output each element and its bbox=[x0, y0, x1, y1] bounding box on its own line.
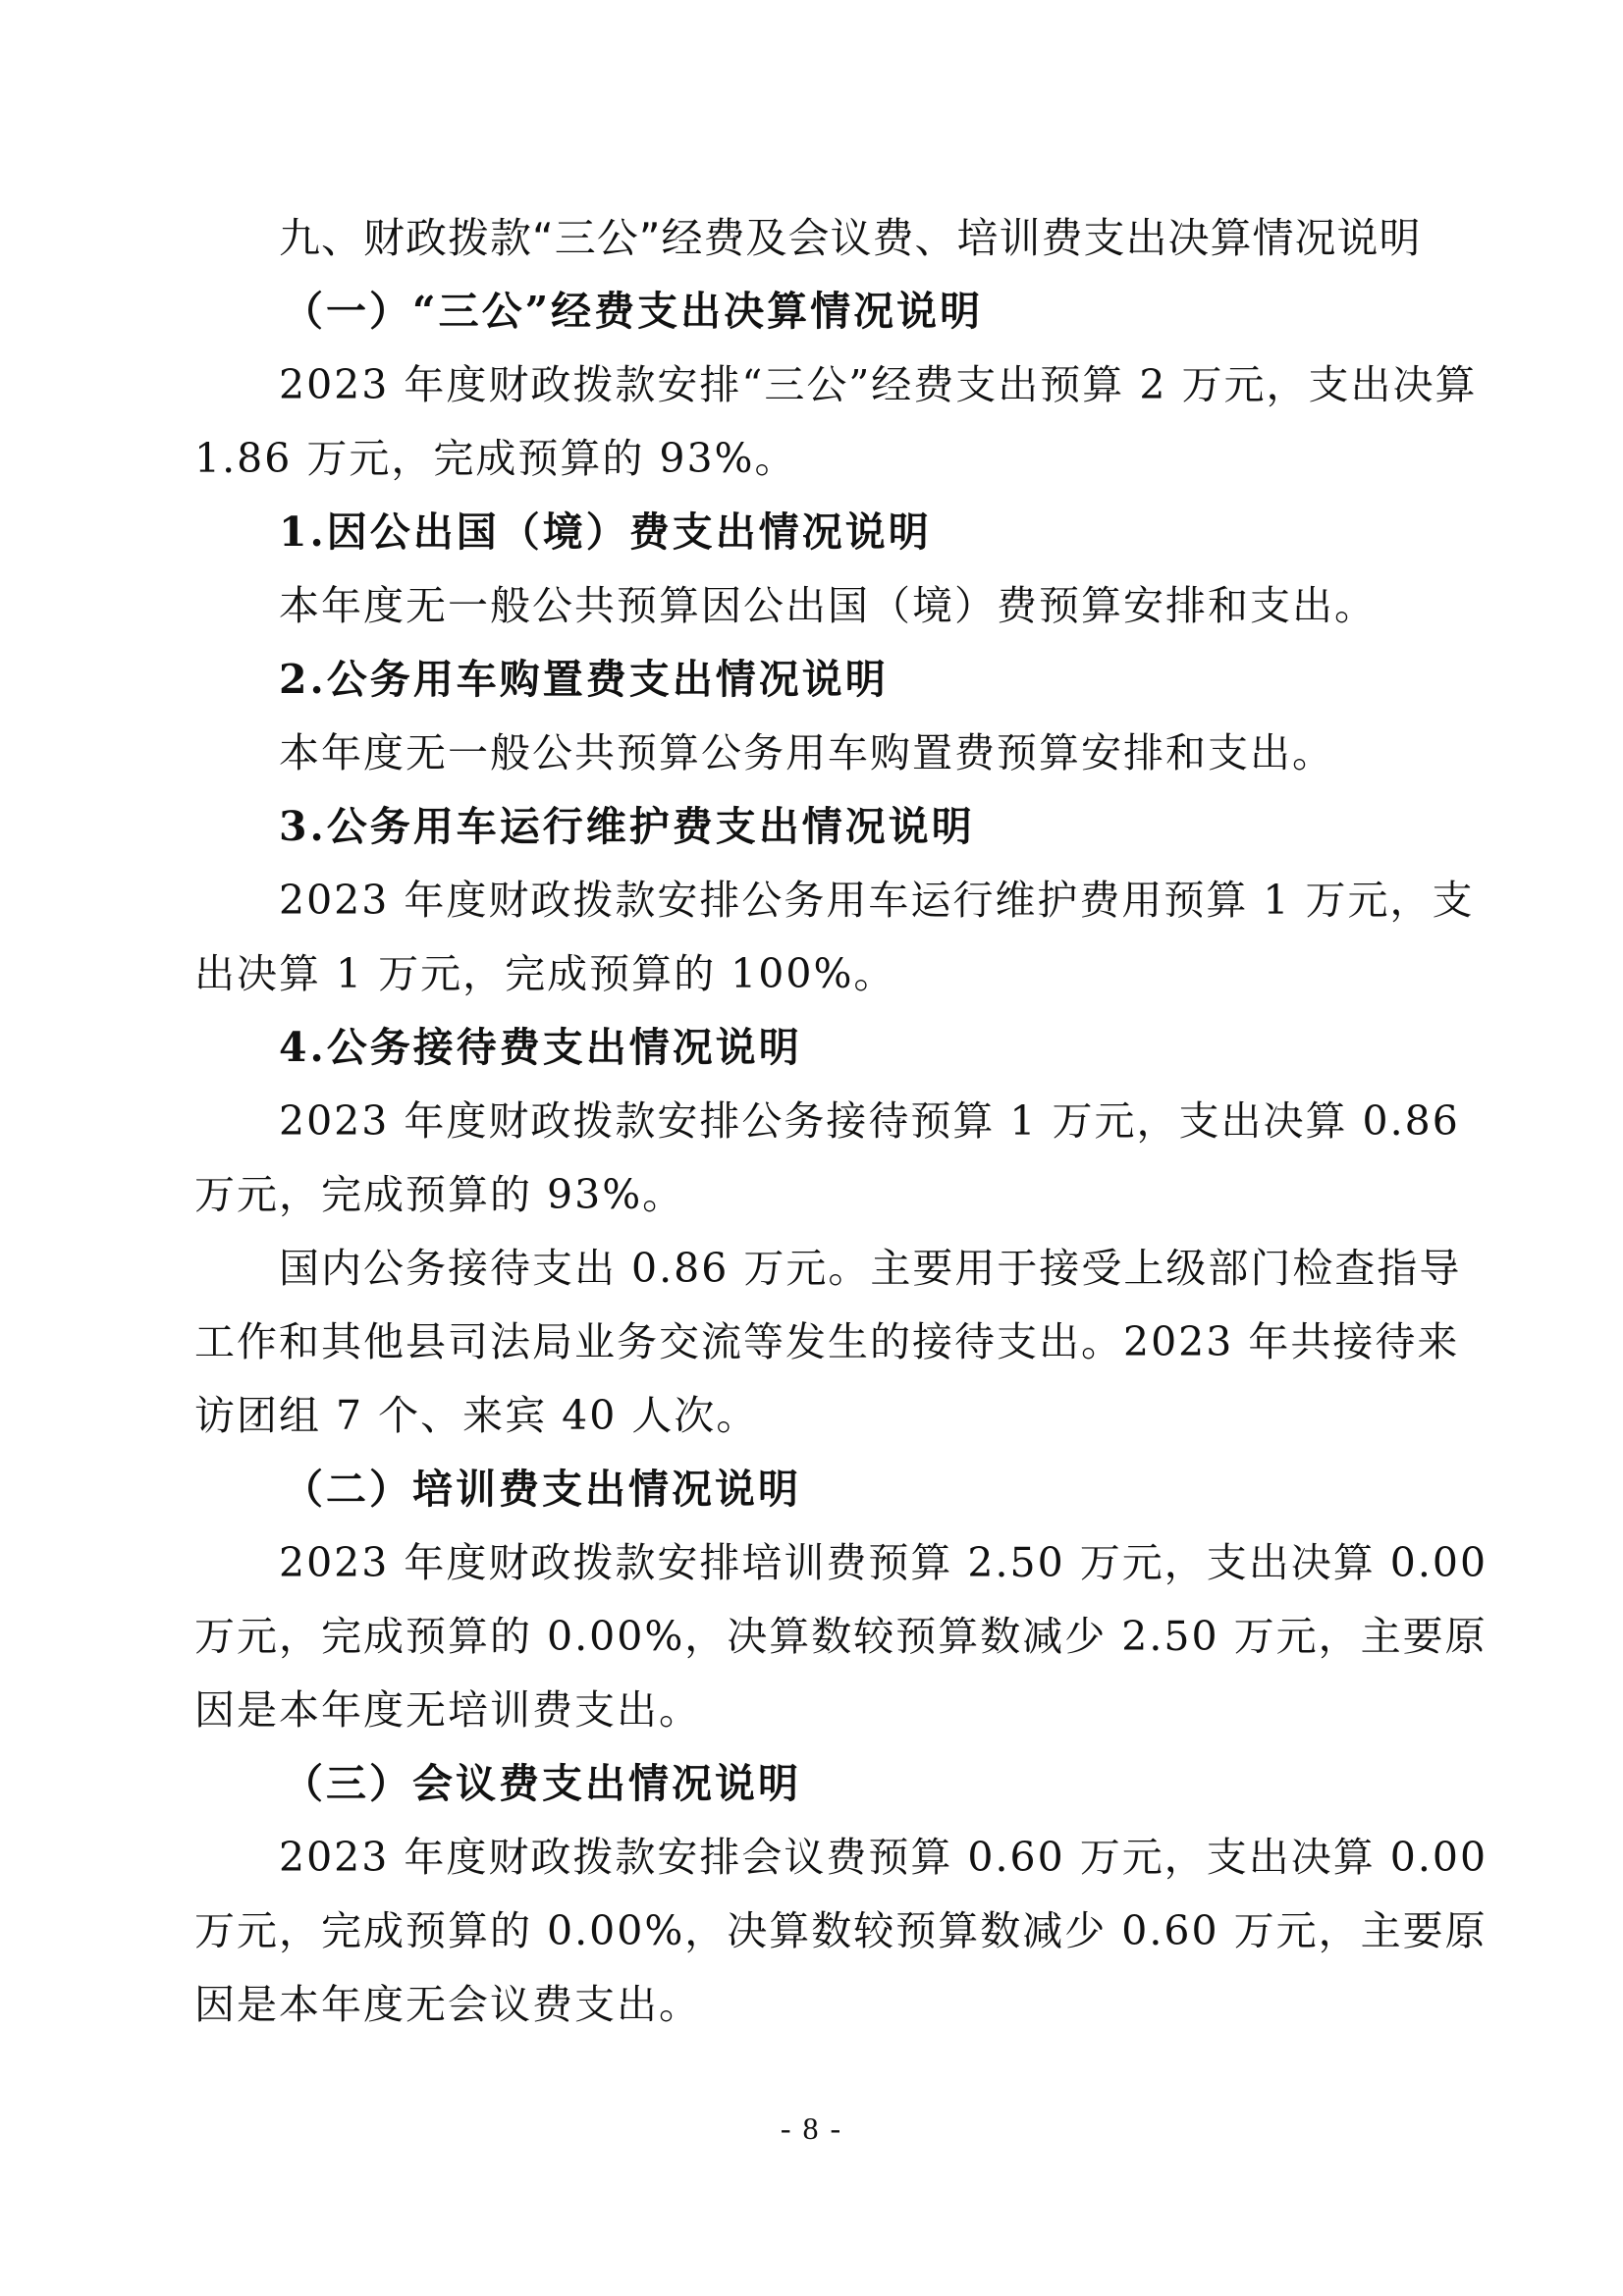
item-2-heading: 2.公务用车购置费支出情况说明 bbox=[279, 656, 889, 703]
document-body bbox=[194, 201, 1488, 2042]
item-4-paragraph-2-line: 工作和其他县司法局业务交流等发生的接待支出。2023 年共接待来 bbox=[194, 1318, 1460, 1365]
page-number: - 8 - bbox=[780, 2110, 843, 2146]
section-1-paragraph-line: 2023 年度财政拨款安排“三公”经费支出预算 2 万元，支出决算 bbox=[279, 361, 1478, 408]
section-2-paragraph-line: 2023 年度财政拨款安排培训费预算 2.50 万元，支出决算 0.00 bbox=[279, 1539, 1488, 1586]
item-3-paragraph-line: 2023 年度财政拨款安排公务用车运行维护费用预算 1 万元，支 bbox=[279, 877, 1475, 924]
section-3-paragraph-line: 万元，完成预算的 0.00%，决算数较预算数减少 0.60 万元，主要原 bbox=[194, 1907, 1488, 1954]
main-heading: 九、财政拨款“三公”经费及会议费、培训费支出决算情况说明 bbox=[279, 214, 1422, 262]
item-3-heading: 3.公务用车运行维护费支出情况说明 bbox=[279, 803, 975, 850]
item-3-paragraph-line: 出决算 1 万元，完成预算的 100%。 bbox=[194, 950, 896, 997]
section-3-paragraph-line: 因是本年度无会议费支出。 bbox=[194, 1981, 701, 2028]
item-4-paragraph-2-line: 国内公务接待支出 0.86 万元。主要用于接受上级部门检查指导 bbox=[279, 1245, 1462, 1292]
section-1-paragraph-line: 1.86 万元，完成预算的 93%。 bbox=[194, 435, 797, 482]
item-1-paragraph-line: 本年度无一般公共预算因公出国（境）费预算安排和支出。 bbox=[279, 582, 1377, 629]
section-2-paragraph-line: 万元，完成预算的 0.00%，决算数较预算数减少 2.50 万元，主要原 bbox=[194, 1613, 1488, 1660]
item-1-heading: 1.因公出国（境）费支出情况说明 bbox=[279, 508, 932, 556]
section-3-paragraph-line: 2023 年度财政拨款安排会议费预算 0.60 万元，支出决算 0.00 bbox=[279, 1834, 1488, 1881]
section-2-heading: （二）培训费支出情况说明 bbox=[283, 1466, 801, 1513]
item-4-paragraph-line: 2023 年度财政拨款安排公务接待预算 1 万元，支出决算 0.86 bbox=[279, 1097, 1460, 1145]
item-4-paragraph-2-line: 访团组 7 个、来宾 40 人次。 bbox=[194, 1392, 759, 1439]
item-2-paragraph-line: 本年度无一般公共预算公务用车购置费预算安排和支出。 bbox=[279, 729, 1334, 776]
section-3-heading: （三）会议费支出情况说明 bbox=[283, 1760, 801, 1807]
item-4-heading: 4.公务接待费支出情况说明 bbox=[279, 1024, 802, 1071]
section-1-heading: （一）“三公”经费支出决算情况说明 bbox=[283, 288, 984, 335]
section-2-paragraph-line: 因是本年度无培训费支出。 bbox=[194, 1686, 701, 1734]
item-4-paragraph-line: 万元，完成预算的 93%。 bbox=[194, 1171, 685, 1218]
